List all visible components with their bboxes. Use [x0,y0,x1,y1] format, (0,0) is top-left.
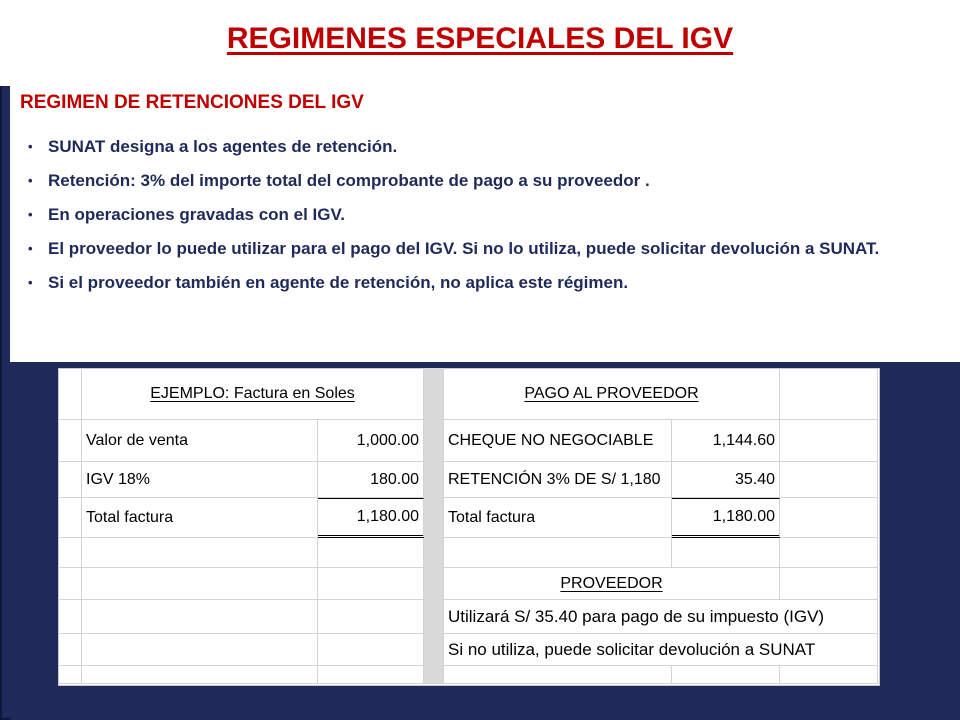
grid-cell [58,462,82,498]
grid-cell [318,538,424,568]
grid-cell [82,634,318,666]
cell-label: IGV 18% [82,462,318,498]
grid-cell [58,568,82,600]
cell-label: RETENCIÓN 3% DE S/ 1,180 [444,462,672,498]
cell-total: 1,180.00 [672,498,780,538]
cell-total: 1,180.00 [318,498,424,538]
grid-cell [780,498,878,538]
grid-cell [444,666,672,684]
cell-label: CHEQUE NO NEGOCIABLE [444,420,672,462]
cell-value: 1,000.00 [318,420,424,462]
grid-cell [58,600,82,634]
grid-cell [58,538,82,568]
grid-cell [780,462,878,498]
grid-cell [780,666,878,684]
separator-column [424,368,444,684]
grid-cell [318,600,424,634]
bullet-list [28,136,908,306]
grid-cell [780,420,878,462]
grid-cell [318,634,424,666]
cell-left-header [82,368,424,420]
bullet-item: • Retención: 3% del importe total del comprobante de pago a su proveedor . [28,170,908,192]
grid-cell [58,498,82,538]
bullet-item: • SUNAT designa a los agentes de retención. [28,136,908,158]
grid-cell [780,538,878,568]
right-header-text: PAGO AL PROVEEDOR [524,384,699,402]
left-header-text: EJEMPLO: Factura en Soles [150,384,355,402]
grid-cell [82,568,318,600]
bullet-item: • El proveedor lo puede utilizar para el pago del IGV. Si no lo utiliza, puede solicitar devolución a SUNAT. [28,238,908,260]
cell-value: 35.40 [672,462,780,498]
grid-cell [444,538,672,568]
cell-label: Valor de venta [82,420,318,462]
slide-title: REGIMENES ESPECIALES DEL IGV [226,22,734,55]
grid-cell [82,538,318,568]
grid-cell [780,368,878,420]
bullet-item: • Si el proveedor también en agente de retención, no aplica este régimen. [28,272,908,294]
bullet-item: • En operaciones gravadas con el IGV. [28,204,908,226]
grid-cell [58,634,82,666]
grid-cell [318,666,424,684]
cell-proveedor-header [444,568,780,600]
cell-proveedor-line: Utilizará S/ 35.40 para pago de su impuesto (IGV) [444,600,878,634]
grid-cell [82,600,318,634]
cell-value: 1,144.60 [672,420,780,462]
cell-right-header [444,368,780,420]
grid-cell [82,666,318,684]
grid-cell [672,538,780,568]
section-title: REGIMEN DE RETENCIONES DEL IGV [20,92,364,113]
proveedor-header-text: PROVEEDOR [560,574,663,592]
grid-cell [58,420,82,462]
grid-cell [58,368,82,420]
cell-label: Total factura [82,498,318,538]
cell-label: Total factura [444,498,672,538]
grid-cell [672,666,780,684]
grid-cell [780,568,878,600]
cell-value: 180.00 [318,462,424,498]
grid-cell [58,666,82,684]
grid-cell [318,568,424,600]
cell-proveedor-line: Si no utiliza, puede solicitar devolución a SUNAT [444,634,878,666]
